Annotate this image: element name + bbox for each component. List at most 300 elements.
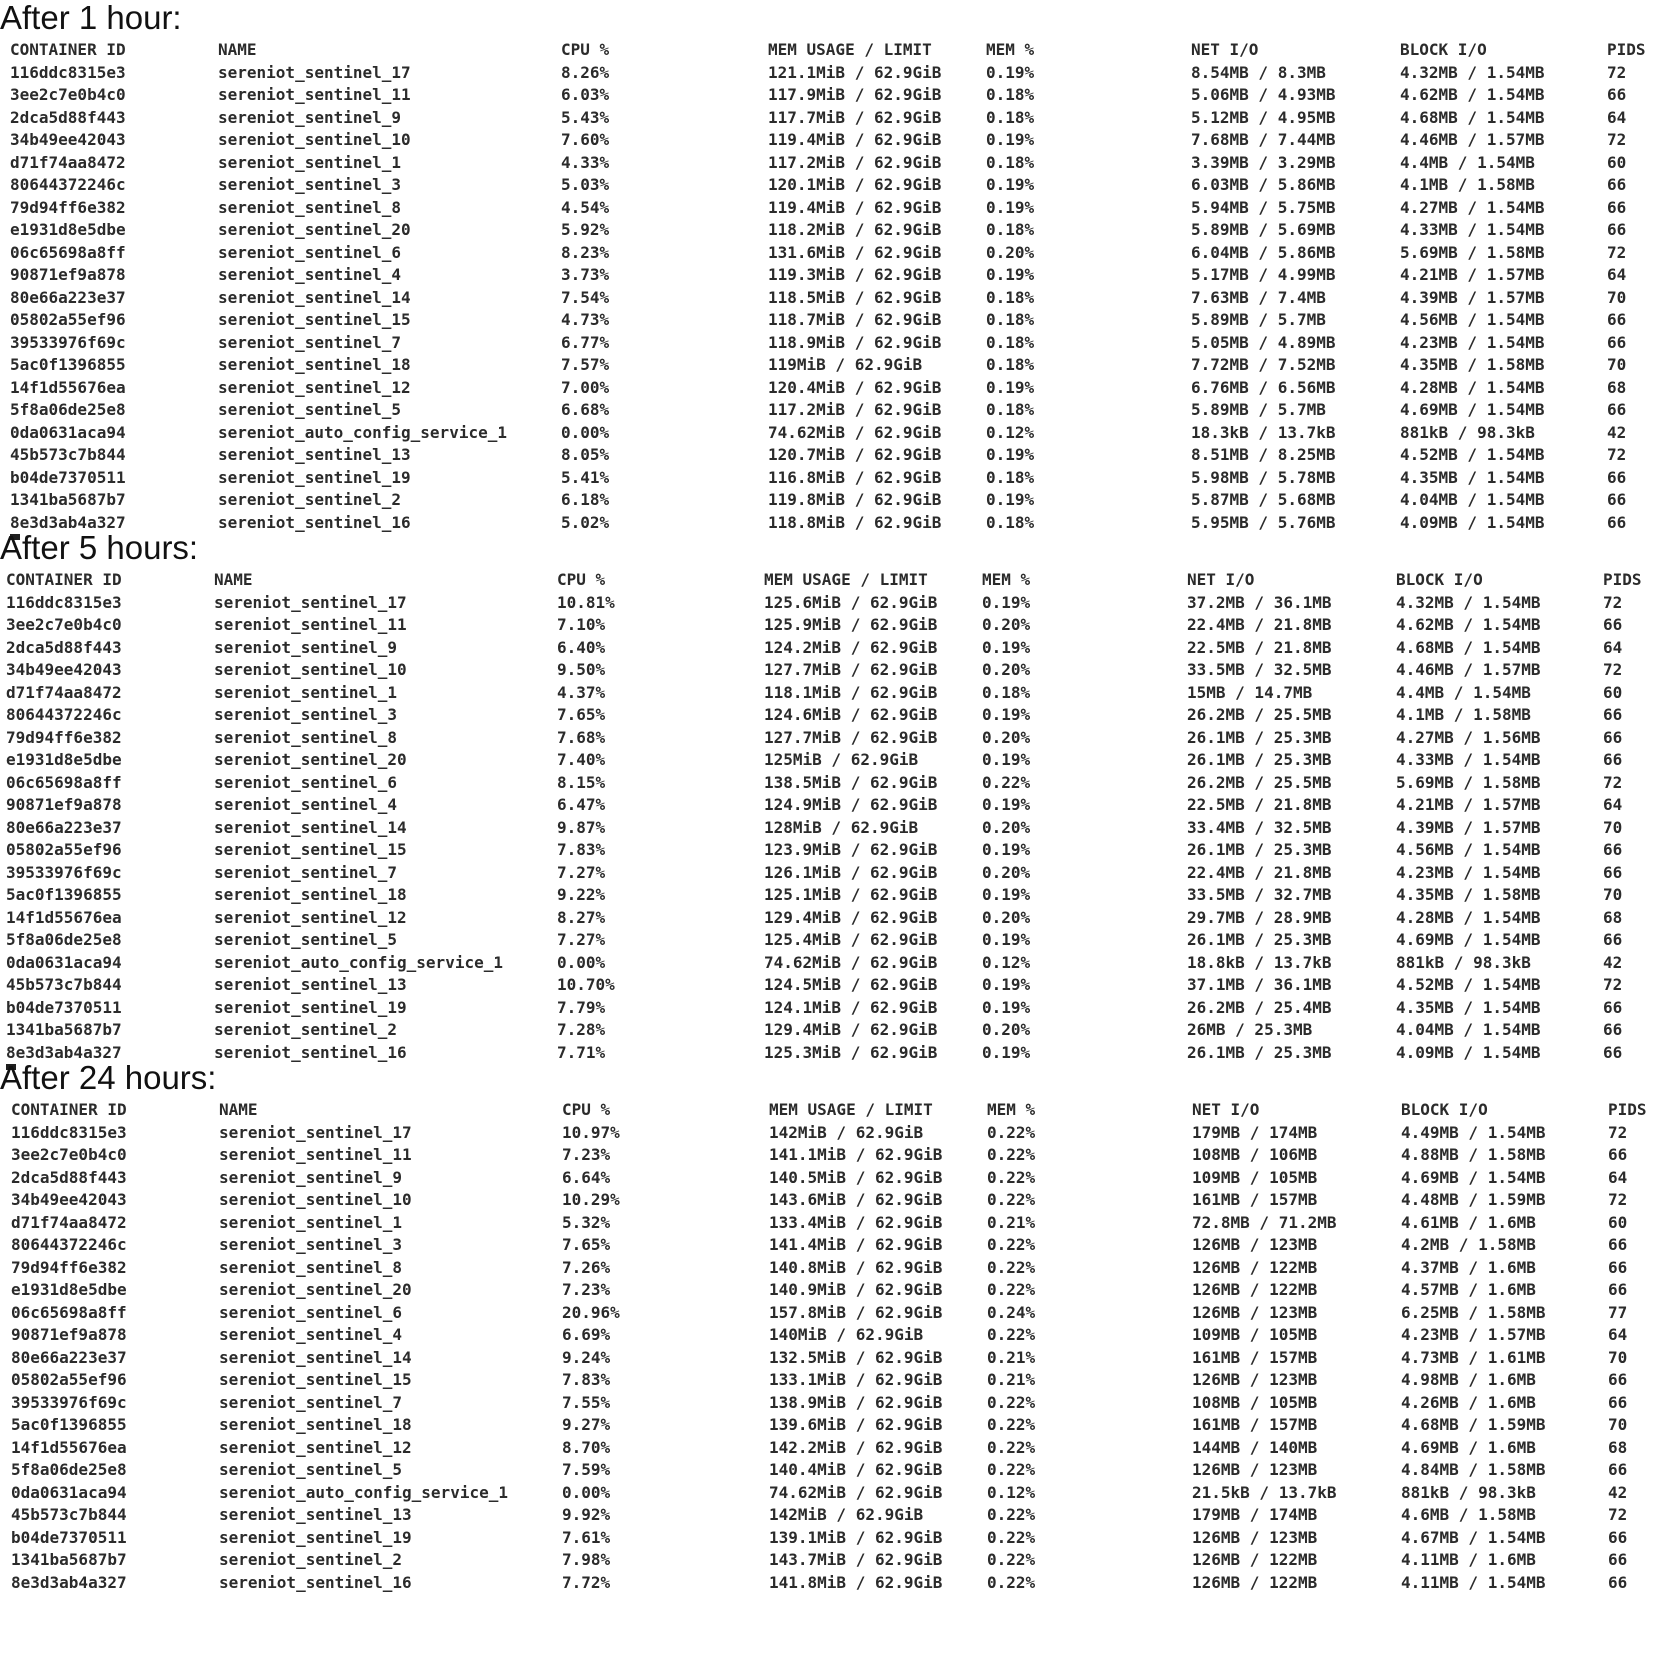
- cell-container-id: 5f8a06de25e8: [10, 400, 126, 419]
- cell-mem-usage-limit: 127.7MiB / 62.9GiB: [764, 660, 938, 679]
- cell-net-io: 18.8kB / 13.7kB: [1187, 952, 1332, 972]
- cell-mem-usage-limit: 124.6MiB / 62.9GiB: [764, 705, 938, 724]
- cell-cpu-percent: 5.43%: [561, 107, 610, 127]
- cell-mem-usage-limit: 138.5MiB / 62.9GiB: [764, 772, 938, 792]
- cell-pids: 66: [1603, 840, 1623, 859]
- cell-block-io: 4.23MB / 1.54MB: [1400, 332, 1545, 352]
- cell-mem-usage-limit: 124.1MiB / 62.9GiB: [764, 997, 938, 1017]
- cell-block-io: 4.28MB / 1.54MB: [1400, 377, 1545, 397]
- cell-mem-percent: 0.22%: [987, 1122, 1036, 1142]
- cell-container-id: 3ee2c7e0b4c0: [11, 1145, 127, 1164]
- cell-pids: 66: [1608, 1392, 1628, 1412]
- cell-cpu-percent: 9.27%: [562, 1415, 611, 1434]
- cell-pids: 64: [1603, 795, 1623, 814]
- cell-mem-percent: 0.19%: [986, 490, 1035, 509]
- cell-name: sereniot_sentinel_8: [218, 197, 402, 217]
- cell-cpu-percent: 10.70%: [557, 975, 615, 994]
- cell-name: sereniot_sentinel_12: [218, 377, 411, 397]
- section-title: After 24 hours:: [0, 1059, 217, 1096]
- column-header-mem-usage-limit: MEM USAGE / LIMIT: [769, 1100, 933, 1119]
- column-header-block-io: BLOCK I/O: [1400, 40, 1487, 59]
- cell-pids: 66: [1603, 727, 1623, 747]
- cell-container-id: 116ddc8315e3: [6, 592, 122, 612]
- cell-net-io: 126MB / 123MB: [1192, 1302, 1318, 1322]
- cell-mem-usage-limit: 118.8MiB / 62.9GiB: [768, 512, 942, 532]
- column-header-cpu-percent: CPU %: [562, 1100, 611, 1119]
- cell-net-io: 18.3kB / 13.7kB: [1191, 422, 1336, 442]
- cell-pids: 70: [1607, 287, 1627, 307]
- cell-cpu-percent: 9.50%: [557, 660, 606, 679]
- cell-cpu-percent: 7.26%: [562, 1257, 611, 1277]
- column-header-cpu-percent: CPU %: [561, 40, 610, 59]
- cell-mem-usage-limit: 133.1MiB / 62.9GiB: [769, 1370, 943, 1389]
- cell-block-io: 4.68MB / 1.54MB: [1400, 107, 1545, 127]
- column-header-block-io: BLOCK I/O: [1401, 1100, 1488, 1119]
- cell-mem-usage-limit: 129.4MiB / 62.9GiB: [764, 1020, 938, 1039]
- cell-pids: 70: [1603, 885, 1623, 904]
- cell-cpu-percent: 0.00%: [557, 952, 606, 972]
- cell-cpu-percent: 6.77%: [561, 332, 610, 352]
- cell-name: sereniot_sentinel_16: [219, 1572, 412, 1592]
- cell-container-id: b04de7370511: [11, 1527, 127, 1547]
- cell-mem-percent: 0.19%: [982, 592, 1031, 612]
- cell-block-io: 4.32MB / 1.54MB: [1396, 592, 1541, 612]
- cell-pids: 66: [1607, 310, 1627, 329]
- cell-container-id: 90871ef9a878: [6, 795, 122, 814]
- cell-cpu-percent: 7.68%: [557, 727, 606, 747]
- cell-container-id: 2dca5d88f443: [10, 107, 126, 127]
- cell-name: sereniot_sentinel_17: [219, 1122, 412, 1142]
- cell-mem-usage-limit: 141.8MiB / 62.9GiB: [769, 1572, 943, 1592]
- cell-cpu-percent: 7.55%: [562, 1392, 611, 1412]
- cell-block-io: 4.69MB / 1.54MB: [1400, 400, 1545, 419]
- cell-name: sereniot_sentinel_18: [219, 1415, 412, 1434]
- cell-container-id: 5ac0f1396855: [10, 355, 126, 374]
- cell-mem-percent: 0.19%: [982, 975, 1031, 994]
- cell-pids: 66: [1607, 197, 1627, 217]
- cell-name: sereniot_sentinel_14: [214, 817, 407, 837]
- cell-mem-usage-limit: 125.9MiB / 62.9GiB: [764, 615, 938, 634]
- cell-block-io: 4.33MB / 1.54MB: [1400, 220, 1545, 239]
- cell-net-io: 126MB / 122MB: [1192, 1550, 1318, 1569]
- cell-net-io: 161MB / 157MB: [1192, 1347, 1318, 1367]
- cell-name: sereniot_sentinel_7: [214, 862, 398, 882]
- cell-pids: 72: [1603, 975, 1623, 994]
- cell-cpu-percent: 8.27%: [557, 907, 606, 927]
- cell-block-io: 4.1MB / 1.58MB: [1400, 175, 1535, 194]
- cell-mem-usage-limit: 125.4MiB / 62.9GiB: [764, 930, 938, 949]
- cell-pids: 66: [1607, 490, 1627, 509]
- cell-mem-usage-limit: 120.4MiB / 62.9GiB: [768, 377, 942, 397]
- cell-mem-usage-limit: 124.5MiB / 62.9GiB: [764, 975, 938, 994]
- cell-block-io: 4.27MB / 1.54MB: [1400, 197, 1545, 217]
- cell-net-io: 126MB / 122MB: [1192, 1572, 1318, 1592]
- cell-net-io: 37.1MB / 36.1MB: [1187, 975, 1332, 994]
- cell-pids: 66: [1608, 1280, 1628, 1299]
- cell-name: sereniot_sentinel_6: [218, 242, 402, 262]
- cell-mem-percent: 0.18%: [986, 107, 1035, 127]
- cell-cpu-percent: 9.92%: [562, 1505, 611, 1524]
- cell-net-io: 22.5MB / 21.8MB: [1187, 637, 1332, 657]
- cell-mem-percent: 0.22%: [987, 1505, 1036, 1524]
- cell-net-io: 179MB / 174MB: [1192, 1505, 1318, 1524]
- cell-mem-percent: 0.21%: [987, 1370, 1036, 1389]
- cell-container-id: 3ee2c7e0b4c0: [6, 615, 122, 634]
- cell-container-id: 8e3d3ab4a327: [11, 1572, 127, 1592]
- cell-name: sereniot_sentinel_1: [214, 682, 398, 702]
- cell-name: sereniot_auto_config_service_1: [219, 1482, 508, 1502]
- cell-container-id: 3ee2c7e0b4c0: [10, 85, 126, 104]
- cell-container-id: 116ddc8315e3: [11, 1122, 127, 1142]
- cell-mem-percent: 0.22%: [987, 1550, 1036, 1569]
- cell-mem-usage-limit: 140.4MiB / 62.9GiB: [769, 1460, 943, 1479]
- cell-net-io: 72.8MB / 71.2MB: [1192, 1212, 1337, 1232]
- cell-cpu-percent: 7.71%: [557, 1042, 606, 1062]
- cell-mem-percent: 0.20%: [986, 242, 1035, 262]
- cell-name: sereniot_sentinel_18: [214, 885, 407, 904]
- cell-cpu-percent: 8.26%: [561, 62, 610, 82]
- cell-cpu-percent: 20.96%: [562, 1302, 620, 1322]
- cell-mem-percent: 0.18%: [986, 220, 1035, 239]
- cell-block-io: 4.4MB / 1.54MB: [1396, 682, 1531, 702]
- cell-cpu-percent: 5.41%: [561, 467, 610, 487]
- cell-cpu-percent: 9.87%: [557, 817, 606, 837]
- cell-cpu-percent: 7.28%: [557, 1020, 606, 1039]
- cell-net-io: 26.2MB / 25.5MB: [1187, 705, 1332, 724]
- cell-mem-usage-limit: 125.3MiB / 62.9GiB: [764, 1042, 938, 1062]
- cell-name: sereniot_auto_config_service_1: [218, 422, 507, 442]
- cell-mem-percent: 0.12%: [982, 952, 1031, 972]
- cell-mem-usage-limit: 142MiB / 62.9GiB: [769, 1505, 924, 1524]
- cell-cpu-percent: 7.72%: [562, 1572, 611, 1592]
- cell-container-id: 34b49ee42043: [11, 1190, 127, 1209]
- cell-net-io: 5.06MB / 4.93MB: [1191, 85, 1336, 104]
- cell-net-io: 5.17MB / 4.99MB: [1191, 265, 1336, 284]
- cell-net-io: 161MB / 157MB: [1192, 1190, 1318, 1209]
- cell-container-id: 80e66a223e37: [10, 287, 126, 307]
- cell-pids: 66: [1608, 1145, 1628, 1164]
- cell-mem-usage-limit: 119MiB / 62.9GiB: [768, 355, 923, 374]
- cell-mem-usage-limit: 117.7MiB / 62.9GiB: [768, 107, 942, 127]
- column-header-mem-percent: MEM %: [987, 1100, 1036, 1119]
- cell-name: sereniot_sentinel_13: [219, 1505, 412, 1524]
- cell-container-id: 39533976f69c: [10, 332, 126, 352]
- cell-cpu-percent: 7.10%: [557, 615, 606, 634]
- cell-container-id: 0da0631aca94: [6, 952, 122, 972]
- cell-pids: 66: [1607, 467, 1627, 487]
- cell-name: sereniot_sentinel_8: [219, 1257, 403, 1277]
- cell-container-id: 80644372246c: [6, 705, 122, 724]
- cell-name: sereniot_sentinel_19: [214, 997, 407, 1017]
- cell-pids: 66: [1608, 1370, 1628, 1389]
- cell-name: sereniot_sentinel_5: [214, 930, 398, 949]
- cell-cpu-percent: 6.03%: [561, 85, 610, 104]
- cell-pids: 60: [1603, 682, 1623, 702]
- cell-container-id: 80644372246c: [11, 1235, 127, 1254]
- section-title: After 5 hours:: [0, 529, 199, 566]
- cell-mem-percent: 0.19%: [982, 795, 1031, 814]
- cell-cpu-percent: 5.32%: [562, 1212, 611, 1232]
- cell-pids: 66: [1607, 512, 1627, 532]
- cell-pids: 42: [1603, 952, 1623, 972]
- cell-container-id: 2dca5d88f443: [11, 1167, 127, 1187]
- cell-pids: 68: [1603, 907, 1623, 927]
- cell-container-id: 0da0631aca94: [11, 1482, 127, 1502]
- cell-cpu-percent: 3.73%: [561, 265, 610, 284]
- cell-name: sereniot_sentinel_19: [218, 467, 411, 487]
- cell-pids: 60: [1608, 1212, 1628, 1232]
- cell-name: sereniot_sentinel_5: [219, 1460, 403, 1479]
- column-header-container-id: CONTAINER ID: [11, 1100, 127, 1119]
- cell-container-id: d71f74aa8472: [10, 152, 126, 172]
- cell-mem-percent: 0.19%: [982, 885, 1031, 904]
- cell-name: sereniot_sentinel_19: [219, 1527, 412, 1547]
- cell-pids: 66: [1607, 332, 1627, 352]
- cell-pids: 64: [1607, 265, 1627, 284]
- cell-mem-percent: 0.20%: [982, 907, 1031, 927]
- column-header-name: NAME: [219, 1100, 258, 1119]
- cell-mem-percent: 0.19%: [982, 750, 1031, 769]
- cell-name: sereniot_sentinel_20: [219, 1280, 412, 1299]
- cell-cpu-percent: 6.47%: [557, 795, 606, 814]
- cell-net-io: 5.89MB / 5.69MB: [1191, 220, 1336, 239]
- cell-name: sereniot_sentinel_9: [214, 637, 398, 657]
- column-header-name: NAME: [218, 40, 257, 59]
- cell-container-id: 05802a55ef96: [6, 840, 122, 859]
- cell-cpu-percent: 7.40%: [557, 750, 606, 769]
- cell-container-id: 5ac0f1396855: [11, 1415, 127, 1434]
- cell-pids: 66: [1603, 997, 1623, 1017]
- cell-mem-percent: 0.22%: [987, 1392, 1036, 1412]
- cell-cpu-percent: 0.00%: [562, 1482, 611, 1502]
- cell-net-io: 22.5MB / 21.8MB: [1187, 795, 1332, 814]
- cell-name: sereniot_sentinel_11: [219, 1145, 412, 1164]
- cell-mem-percent: 0.22%: [987, 1527, 1036, 1547]
- cell-mem-usage-limit: 128MiB / 62.9GiB: [764, 817, 919, 837]
- cell-container-id: 79d94ff6e382: [6, 727, 122, 747]
- cell-mem-usage-limit: 119.4MiB / 62.9GiB: [768, 197, 942, 217]
- cell-cpu-percent: 7.27%: [557, 930, 606, 949]
- cell-cpu-percent: 9.22%: [557, 885, 606, 904]
- cell-container-id: d71f74aa8472: [11, 1212, 127, 1232]
- cell-mem-percent: 0.12%: [987, 1482, 1036, 1502]
- cell-net-io: 5.05MB / 4.89MB: [1191, 332, 1336, 352]
- cell-block-io: 4.69MB / 1.54MB: [1401, 1167, 1546, 1187]
- cell-mem-usage-limit: 140.8MiB / 62.9GiB: [769, 1257, 943, 1277]
- cell-mem-percent: 0.22%: [987, 1325, 1036, 1344]
- cell-net-io: 6.03MB / 5.86MB: [1191, 175, 1336, 194]
- cell-cpu-percent: 7.23%: [562, 1145, 611, 1164]
- cell-name: sereniot_sentinel_6: [219, 1302, 403, 1322]
- cell-mem-usage-limit: 139.1MiB / 62.9GiB: [769, 1527, 943, 1547]
- cell-block-io: 4.68MB / 1.59MB: [1401, 1415, 1546, 1434]
- column-header-container-id: CONTAINER ID: [10, 40, 126, 59]
- cell-net-io: 126MB / 123MB: [1192, 1370, 1318, 1389]
- cell-mem-percent: 0.19%: [982, 705, 1031, 724]
- cell-block-io: 881kB / 98.3kB: [1400, 422, 1535, 442]
- cell-name: sereniot_sentinel_14: [219, 1347, 412, 1367]
- cell-net-io: 26.1MB / 25.3MB: [1187, 750, 1332, 769]
- cell-net-io: 108MB / 105MB: [1192, 1392, 1318, 1412]
- cell-net-io: 5.98MB / 5.78MB: [1191, 467, 1336, 487]
- cell-container-id: 5ac0f1396855: [6, 885, 122, 904]
- cell-cpu-percent: 7.59%: [562, 1460, 611, 1479]
- cell-net-io: 26.1MB / 25.3MB: [1187, 930, 1332, 949]
- cell-block-io: 5.69MB / 1.58MB: [1396, 772, 1541, 792]
- cell-pids: 66: [1607, 220, 1627, 239]
- cell-net-io: 7.63MB / 7.4MB: [1191, 287, 1326, 307]
- cell-pids: 66: [1608, 1460, 1628, 1479]
- cell-pids: 72: [1608, 1122, 1628, 1142]
- cell-net-io: 33.5MB / 32.7MB: [1187, 885, 1332, 904]
- cell-name: sereniot_sentinel_3: [219, 1235, 403, 1254]
- cell-pids: 66: [1603, 615, 1623, 634]
- cell-container-id: 45b573c7b844: [10, 445, 126, 464]
- cell-name: sereniot_sentinel_15: [218, 310, 411, 329]
- cell-pids: 70: [1607, 355, 1627, 374]
- cell-net-io: 5.89MB / 5.7MB: [1191, 400, 1326, 419]
- column-header-mem-usage-limit: MEM USAGE / LIMIT: [764, 570, 928, 589]
- cell-mem-usage-limit: 120.7MiB / 62.9GiB: [768, 445, 942, 464]
- cell-net-io: 126MB / 123MB: [1192, 1235, 1318, 1254]
- cell-net-io: 21.5kB / 13.7kB: [1192, 1482, 1337, 1502]
- cell-block-io: 881kB / 98.3kB: [1396, 952, 1531, 972]
- cell-name: sereniot_sentinel_2: [219, 1550, 403, 1569]
- cell-block-io: 4.26MB / 1.6MB: [1401, 1392, 1536, 1412]
- cell-mem-percent: 0.21%: [987, 1212, 1036, 1232]
- cell-name: sereniot_sentinel_17: [218, 62, 411, 82]
- cell-block-io: 4.46MB / 1.57MB: [1400, 130, 1545, 149]
- cell-mem-usage-limit: 131.6MiB / 62.9GiB: [768, 242, 942, 262]
- cell-pids: 42: [1608, 1482, 1628, 1502]
- cell-mem-percent: 0.22%: [987, 1167, 1036, 1187]
- cell-cpu-percent: 6.64%: [562, 1167, 611, 1187]
- column-header-block-io: BLOCK I/O: [1396, 570, 1483, 589]
- cell-mem-percent: 0.20%: [982, 615, 1031, 634]
- cell-net-io: 33.5MB / 32.5MB: [1187, 660, 1332, 679]
- cell-name: sereniot_sentinel_3: [218, 175, 402, 194]
- cell-cpu-percent: 10.81%: [557, 592, 615, 612]
- cell-mem-percent: 0.22%: [987, 1572, 1036, 1592]
- cell-pids: 42: [1607, 422, 1627, 442]
- cell-block-io: 4.04MB / 1.54MB: [1400, 490, 1545, 509]
- cell-mem-usage-limit: 141.1MiB / 62.9GiB: [769, 1145, 943, 1164]
- cell-mem-percent: 0.22%: [987, 1190, 1036, 1209]
- cell-pids: 66: [1608, 1550, 1628, 1569]
- cell-container-id: 45b573c7b844: [6, 975, 122, 994]
- cell-pids: 70: [1608, 1347, 1628, 1367]
- cell-block-io: 4.39MB / 1.57MB: [1400, 287, 1545, 307]
- cell-mem-usage-limit: 141.4MiB / 62.9GiB: [769, 1235, 943, 1254]
- cell-name: sereniot_sentinel_6: [214, 772, 398, 792]
- cell-pids: 72: [1607, 242, 1627, 262]
- cell-mem-usage-limit: 127.7MiB / 62.9GiB: [764, 727, 938, 747]
- cell-container-id: 06c65698a8ff: [11, 1302, 127, 1322]
- cell-block-io: 4.52MB / 1.54MB: [1400, 445, 1545, 464]
- cell-name: sereniot_sentinel_3: [214, 705, 398, 724]
- cell-container-id: 06c65698a8ff: [10, 242, 126, 262]
- cell-cpu-percent: 6.68%: [561, 400, 610, 419]
- cell-mem-percent: 0.22%: [987, 1280, 1036, 1299]
- cell-block-io: 6.25MB / 1.58MB: [1401, 1302, 1546, 1322]
- cell-container-id: 45b573c7b844: [11, 1505, 127, 1524]
- cell-name: sereniot_sentinel_20: [218, 220, 411, 239]
- cell-block-io: 4.09MB / 1.54MB: [1396, 1042, 1541, 1062]
- column-header-pids: PIDS: [1603, 570, 1642, 589]
- cell-container-id: 0da0631aca94: [10, 422, 126, 442]
- cell-block-io: 4.62MB / 1.54MB: [1400, 85, 1545, 104]
- cell-mem-usage-limit: 157.8MiB / 62.9GiB: [769, 1302, 943, 1322]
- cell-net-io: 37.2MB / 36.1MB: [1187, 592, 1332, 612]
- cell-block-io: 4.32MB / 1.54MB: [1400, 62, 1545, 82]
- cell-container-id: 14f1d55676ea: [10, 377, 126, 397]
- cell-net-io: 179MB / 174MB: [1192, 1122, 1318, 1142]
- cell-mem-usage-limit: 124.9MiB / 62.9GiB: [764, 795, 938, 814]
- cell-container-id: 5f8a06de25e8: [11, 1460, 127, 1479]
- cell-block-io: 4.37MB / 1.6MB: [1401, 1257, 1536, 1277]
- cell-name: sereniot_sentinel_15: [214, 840, 407, 859]
- cell-container-id: 34b49ee42043: [6, 660, 122, 679]
- cell-cpu-percent: 4.37%: [557, 682, 606, 702]
- cell-block-io: 4.56MB / 1.54MB: [1396, 840, 1541, 859]
- cell-mem-percent: 0.22%: [987, 1460, 1036, 1479]
- cell-mem-percent: 0.22%: [982, 772, 1031, 792]
- column-header-mem-percent: MEM %: [982, 570, 1031, 589]
- cell-mem-usage-limit: 74.62MiB / 62.9GiB: [764, 952, 938, 972]
- cell-cpu-percent: 8.05%: [561, 445, 610, 464]
- cell-net-io: 5.89MB / 5.7MB: [1191, 310, 1326, 329]
- cell-mem-usage-limit: 117.2MiB / 62.9GiB: [768, 152, 942, 172]
- cell-mem-usage-limit: 143.7MiB / 62.9GiB: [769, 1550, 943, 1569]
- cell-pids: 66: [1603, 750, 1623, 769]
- cell-name: sereniot_sentinel_2: [214, 1020, 398, 1039]
- cell-block-io: 4.11MB / 1.54MB: [1401, 1572, 1546, 1592]
- cell-net-io: 26.2MB / 25.4MB: [1187, 997, 1332, 1017]
- cell-mem-usage-limit: 118.7MiB / 62.9GiB: [768, 310, 942, 329]
- cell-container-id: 05802a55ef96: [11, 1370, 127, 1389]
- cell-name: sereniot_sentinel_14: [218, 287, 411, 307]
- cell-mem-percent: 0.24%: [987, 1302, 1036, 1322]
- cell-block-io: 4.62MB / 1.54MB: [1396, 615, 1541, 634]
- cell-mem-percent: 0.19%: [986, 62, 1035, 82]
- cell-block-io: 4.1MB / 1.58MB: [1396, 705, 1531, 724]
- cell-cpu-percent: 10.97%: [562, 1122, 620, 1142]
- cell-name: sereniot_sentinel_7: [219, 1392, 403, 1412]
- cell-pids: 64: [1608, 1325, 1628, 1344]
- cell-net-io: 126MB / 123MB: [1192, 1460, 1318, 1479]
- cell-cpu-percent: 5.02%: [561, 512, 610, 532]
- cell-container-id: 90871ef9a878: [10, 265, 126, 284]
- cell-container-id: 5f8a06de25e8: [6, 930, 122, 949]
- cell-cpu-percent: 7.57%: [561, 355, 610, 374]
- cell-mem-usage-limit: 124.2MiB / 62.9GiB: [764, 637, 938, 657]
- cell-block-io: 4.67MB / 1.54MB: [1401, 1527, 1546, 1547]
- cell-mem-percent: 0.18%: [986, 85, 1035, 104]
- cell-mem-usage-limit: 74.62MiB / 62.9GiB: [768, 422, 942, 442]
- cell-name: sereniot_sentinel_13: [214, 975, 407, 994]
- cell-name: sereniot_sentinel_20: [214, 750, 407, 769]
- cell-block-io: 4.35MB / 1.54MB: [1396, 997, 1541, 1017]
- cell-mem-percent: 0.18%: [986, 287, 1035, 307]
- cell-cpu-percent: 7.98%: [562, 1550, 611, 1569]
- cell-name: sereniot_sentinel_16: [214, 1042, 407, 1062]
- cell-name: sereniot_sentinel_4: [218, 265, 402, 284]
- cell-mem-usage-limit: 74.62MiB / 62.9GiB: [769, 1482, 943, 1502]
- cell-mem-usage-limit: 120.1MiB / 62.9GiB: [768, 175, 942, 194]
- cell-container-id: 80644372246c: [10, 175, 126, 194]
- cell-mem-percent: 0.22%: [987, 1235, 1036, 1254]
- cell-container-id: 1341ba5687b7: [10, 490, 126, 509]
